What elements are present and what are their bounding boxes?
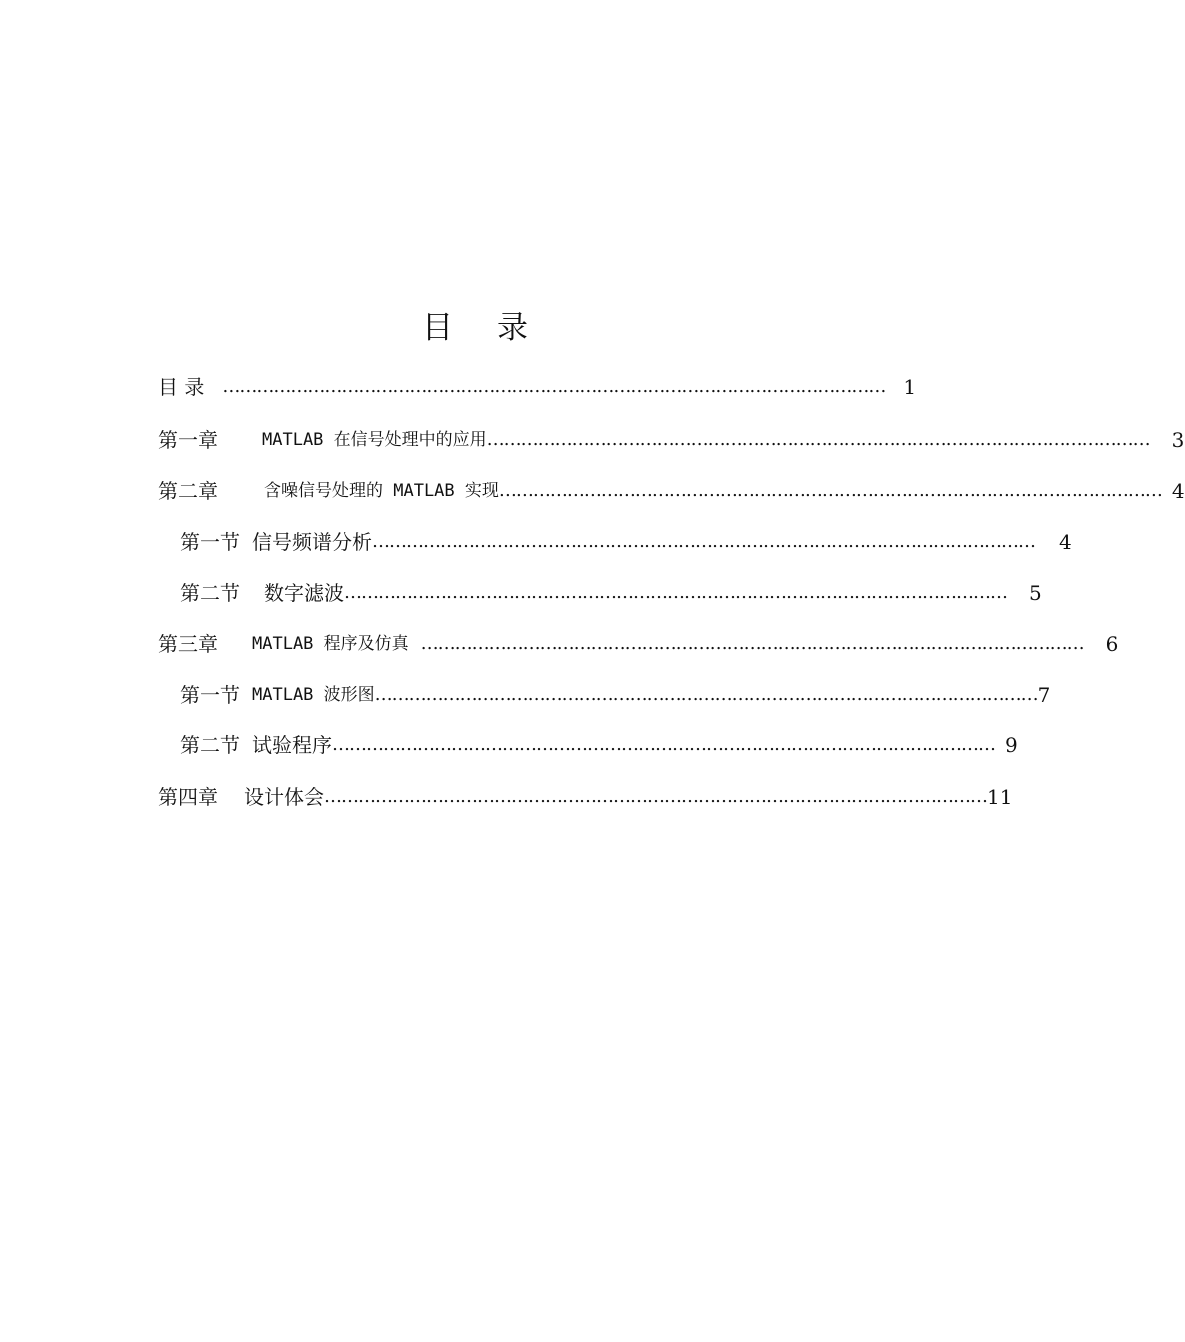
toc-entry-section-3-2[interactable] xyxy=(180,730,1018,760)
toc-entry-chapter-1[interactable] xyxy=(158,425,1185,455)
toc-entry-chapter: 第三章 xyxy=(158,632,218,656)
toc-entry-chapter: 第四章 xyxy=(158,785,218,809)
toc-entry-section-2-1[interactable] xyxy=(180,527,1072,557)
toc-entry-chapter: 目 录 xyxy=(158,375,205,399)
toc-leader-dots: ……………………………………………………………………………………………………… xyxy=(332,734,995,755)
toc-entry-chapter: 第二节 xyxy=(180,733,240,757)
toc-entry-chapter: 第二章 xyxy=(158,479,218,503)
toc-entry-chapter-4[interactable] xyxy=(158,782,1013,812)
toc-heading-char-2: 录 xyxy=(497,310,528,346)
toc-entry-page: 1 xyxy=(903,375,917,399)
toc-entry-page: 6 xyxy=(1105,632,1119,656)
toc-entry-title: 含噪信号处理的 MATLAB 实现 xyxy=(264,481,499,501)
toc-heading xyxy=(0,304,950,352)
toc-entry-section-2-2[interactable] xyxy=(180,578,1042,608)
toc-entry-chapter-3[interactable] xyxy=(158,629,1119,659)
toc-entry-chapter: 第一节 xyxy=(180,530,240,554)
toc-entry-title: MATLAB 程序及仿真 xyxy=(252,634,409,654)
toc-entry-page: 9 xyxy=(1005,733,1018,757)
toc-entry-chapter: 第二节 xyxy=(180,581,240,605)
toc-entry-page: 4 xyxy=(1171,479,1185,503)
toc-leader-dots: ……………………………………………………………………………………………………… xyxy=(498,480,1162,501)
toc-entry-page: 5 xyxy=(1029,581,1042,605)
toc-entry-title: MATLAB 在信号处理中的应用 xyxy=(262,430,487,450)
toc-entry-title: 数字滤波 xyxy=(264,581,344,605)
toc-leader-dots: ……………………………………………………………………………………………………… xyxy=(486,429,1150,450)
toc-entry-page: 11 xyxy=(987,785,1013,809)
toc-entry-chapter-2[interactable] xyxy=(158,476,1185,506)
toc-entry-section-3-1[interactable] xyxy=(180,680,1051,710)
toc-entry-page: 4 xyxy=(1059,530,1072,554)
toc-entry-page: 7 xyxy=(1037,683,1051,707)
toc-entry-chapter: 第一章 xyxy=(158,428,218,452)
toc-entry-page: 3 xyxy=(1171,428,1185,452)
toc-leader-dots: ……………………………………………………………………………………………………… xyxy=(222,376,886,397)
toc-entry-title: MATLAB 波形图 xyxy=(252,685,375,705)
toc-leader-dots: ……………………………………………………………………………………………………… xyxy=(324,786,987,807)
toc-entry-title: 试验程序 xyxy=(252,733,332,757)
toc-leader-dots: ……………………………………………………………………………………………………… xyxy=(374,684,1038,705)
toc-entry-title: 信号频谱分析 xyxy=(252,530,372,554)
toc-leader-dots: ……………………………………………………………………………………………………… xyxy=(344,582,1007,603)
toc-entry-chapter: 第一节 xyxy=(180,683,240,707)
toc-entry-contents[interactable] xyxy=(158,372,917,402)
toc-leader-dots: ……………………………………………………………………………………………………… xyxy=(420,633,1084,654)
toc-leader-dots: ……………………………………………………………………………………………………… xyxy=(372,531,1035,552)
toc-entry-title: 设计体会 xyxy=(244,785,324,809)
toc-heading-char-1: 目 xyxy=(422,310,453,346)
